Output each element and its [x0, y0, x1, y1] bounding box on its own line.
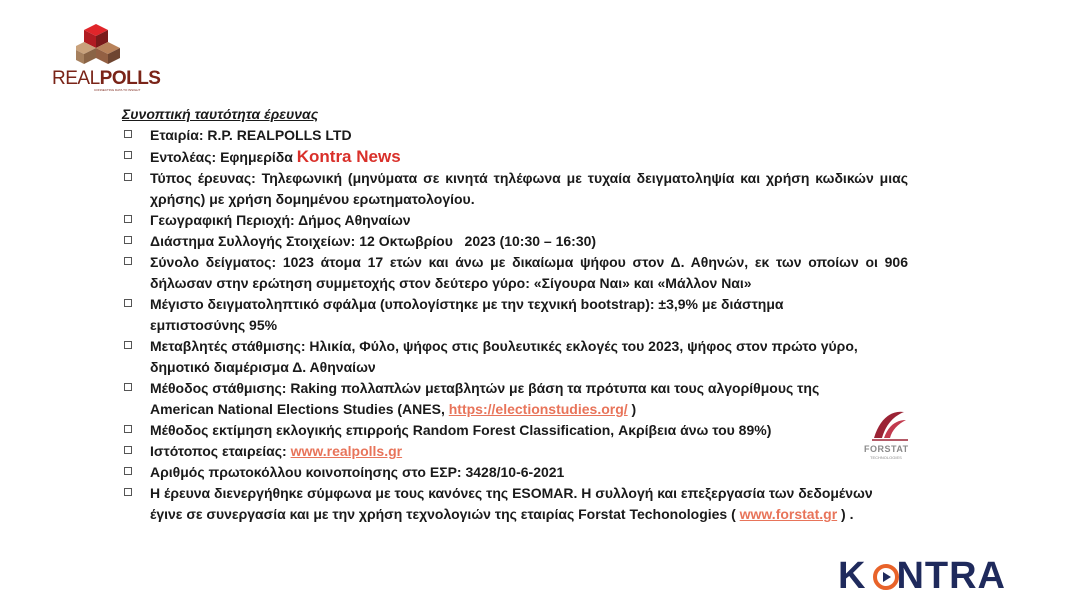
item-text: Γεωγραφική Περιοχή: Δήμος Αθηναίων — [150, 212, 411, 228]
item-text: Τύπος έρευνας: Τηλεφωνική (μηνύματα σε κινητά τηλέφωνα με τυχαία δειγματοληψία και χρήση κωδικών μιας χρήσης) με χρήση δομημένου ερωτηματολογίου. — [150, 170, 908, 207]
list-item — [122, 336, 908, 378]
bullet-box-icon — [124, 173, 132, 181]
realpolls-wordmark: REALPOLLS — [52, 68, 161, 89]
anes-link[interactable]: https://electionstudies.org/ — [448, 401, 628, 417]
item-text: Εταιρία: R.P. REALPOLLS LTD — [150, 127, 352, 143]
forstat-link[interactable]: www.forstat.gr — [739, 506, 838, 522]
bullet-box-icon — [124, 341, 132, 349]
bullet-box-icon — [124, 215, 132, 223]
bullet-box-icon — [124, 151, 132, 159]
page-title: Συνοπτική ταυτότητα έρευνας — [122, 106, 319, 122]
item-text: Αριθμός πρωτοκόλλου κοινοποίησης στο ΕΣΡ: 3428/10-6-2021 — [150, 464, 565, 480]
bullet-box-icon — [124, 467, 132, 475]
item-text: ) . — [837, 506, 854, 522]
list-item — [122, 231, 908, 252]
realpolls-logo — [50, 22, 160, 94]
list-item — [122, 462, 908, 483]
bullet-box-icon — [124, 488, 132, 496]
list-item — [122, 441, 908, 462]
item-text: Μέγιστο δειγματοληπτικό σφάλμα (υπολογίστηκε με την τεχνική bootstrap): ±3,9% με διάστημα εμπιστοσύνης 95% — [150, 296, 784, 333]
forstat-tagline: TECHNOLOGIES — [870, 455, 902, 460]
website-link[interactable]: www.realpolls.gr — [290, 443, 403, 459]
item-text: Μεταβλητές στάθμισης: Ηλικία, Φύλο, ψήφος στις βουλευτικές εκλογές του 2023, ψήφος στον πρώτο γύρο, δημοτικό διαμέρισμα Δ. Αθηναίων — [150, 338, 858, 375]
list-item — [122, 168, 908, 210]
item-text: ) — [627, 401, 637, 417]
list-item — [122, 483, 908, 525]
list-item — [122, 294, 908, 336]
item-text: Σύνολο δείγματος: 1023 άτομα 17 ετών και άνω με δικαίωμα ψήφου στον Δ. Αθηνών, εκ των οποίων οι 906 δήλωσαν στην ερώτηση συμμετοχής στον δεύτερο γύρο: «Σίγουρα Ναι» και «Μάλλον Ναι» — [150, 254, 908, 291]
kontra-logo — [838, 556, 1048, 596]
bullet-box-icon — [124, 299, 132, 307]
bullet-box-icon — [124, 425, 132, 433]
bullet-box-icon — [124, 446, 132, 454]
client-name: Kontra News — [296, 147, 401, 166]
list-item — [122, 420, 908, 441]
list-item — [122, 252, 908, 294]
kontra-wordmark: K NTRA — [838, 555, 1006, 597]
forstat-logo — [862, 408, 922, 464]
list-item — [122, 125, 908, 146]
item-text: Ιστότοπος εταιρείας: — [150, 443, 291, 459]
forstat-wordmark: FORSTAT — [864, 444, 909, 454]
item-text: Εντολέας: Εφημερίδα — [150, 149, 297, 165]
kontra-play-icon — [873, 564, 899, 590]
list-item — [122, 146, 908, 168]
list-item — [122, 378, 908, 420]
bullet-box-icon — [124, 257, 132, 265]
bullet-box-icon — [124, 383, 132, 391]
item-text: Μέθοδος εκτίμηση εκλογικής επιρροής Random Forest Classification, Ακρίβεια άνω του 89%) — [150, 422, 772, 438]
survey-details — [122, 104, 908, 525]
realpolls-tagline: CONNECTING DATA TO INSIGHT — [94, 88, 141, 92]
forstat-emblem-icon — [870, 408, 910, 444]
item-text: Η έρευνα διενεργήθηκε σύμφωνα με τους κανόνες της ESOMAR. Η συλλογή και επεξεργασία των δεδομένων έγινε σε συνεργασία και με την χρήση τεχνολογιών της εταιρίας Forstat Techonologies ( — [150, 485, 873, 522]
list-item — [122, 210, 908, 231]
item-text: Μέθοδος στάθμισης: Raking πολλαπλών μεταβλητών με βάση τα πρότυπα και τους αλγορίθμους της American National Elections Studies (ANES, — [150, 380, 820, 417]
item-text: Διάστημα Συλλογής Στοιχείων: 12 Οκτωβρίου 2023 (10:30 – 16:30) — [150, 233, 597, 249]
bullet-box-icon — [124, 236, 132, 244]
cube-logo-icon — [76, 22, 128, 66]
bullet-box-icon — [124, 130, 132, 138]
